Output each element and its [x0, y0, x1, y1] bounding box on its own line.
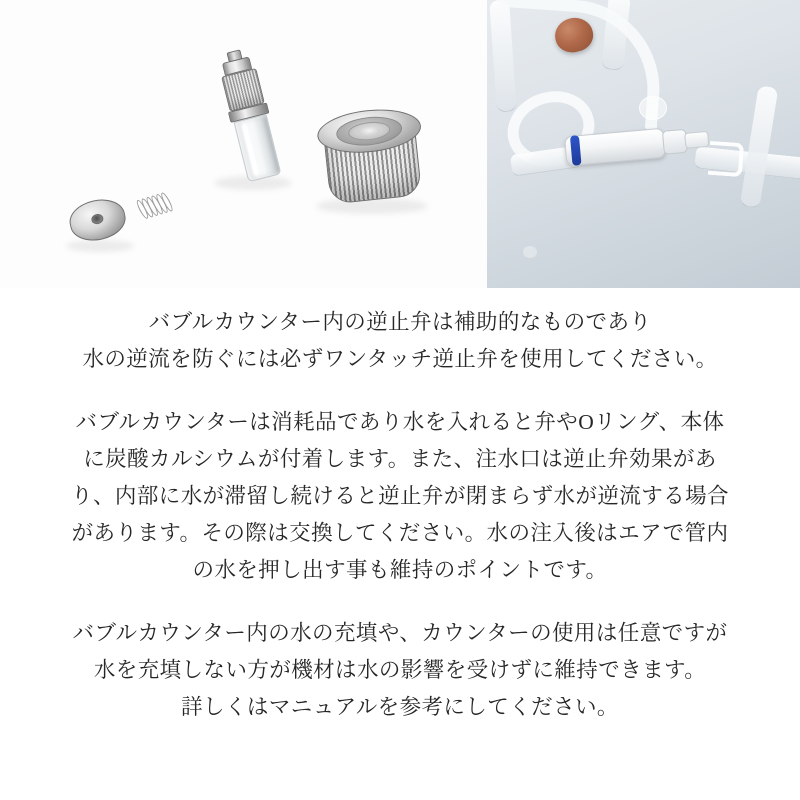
paragraph-3	[0, 615, 800, 726]
photo-area	[0, 0, 800, 288]
tubing-highlight	[639, 96, 667, 120]
paragraph-1	[0, 304, 800, 378]
inline-check-valve-tubing-photo	[487, 0, 800, 288]
bubble-counter-body	[208, 53, 291, 183]
airline-tubing-right	[740, 85, 779, 209]
paragraph-1-line-1: バブルカウンター内の逆止弁は補助的なものであり	[148, 310, 652, 334]
clear-acrylic-tube	[234, 114, 282, 182]
paragraph-3-line-2: 水を充填しない方が機材は水の影響を受けずに維持できます。	[93, 657, 707, 682]
tube-clip	[708, 141, 744, 177]
large-knurled-cap	[315, 105, 428, 211]
description-text-area	[0, 288, 800, 800]
paragraph-1-line-2: 水の逆流を防ぐには必ずワンタッチ逆止弁を使用してください。	[82, 346, 718, 371]
paragraph-2-line-1: バブルカウンターは消耗品であり水を入れると弁やOリング、本体	[75, 409, 725, 434]
paragraph-2-line-4: があります。その際は交換してください。水の注入後はエアで管内	[71, 520, 729, 545]
paragraph-2-line-5: の水を押し出す事も維持のポイントです。	[192, 557, 608, 582]
paragraph-3-line-1: バブルカウンター内の水の充填や、カウンターの使用は任意ですが	[72, 620, 728, 645]
paragraph-2	[0, 404, 800, 589]
disassembled-bubble-counter-photo	[0, 0, 487, 288]
paragraph-2-line-3: り、内部に水が滞留し続けると逆止弁が閉まらず水が逆流する場合	[71, 483, 729, 508]
check-valve-tip	[684, 131, 709, 149]
paragraph-2-line-2: に炭酸カルシウムが付着します。また、注水口は逆止弁効果があ	[83, 446, 717, 471]
background-speck	[523, 246, 537, 258]
paragraph-3-line-3: 詳しくはマニュアルを参考にしてください。	[181, 694, 619, 719]
valve-spring	[135, 186, 177, 225]
